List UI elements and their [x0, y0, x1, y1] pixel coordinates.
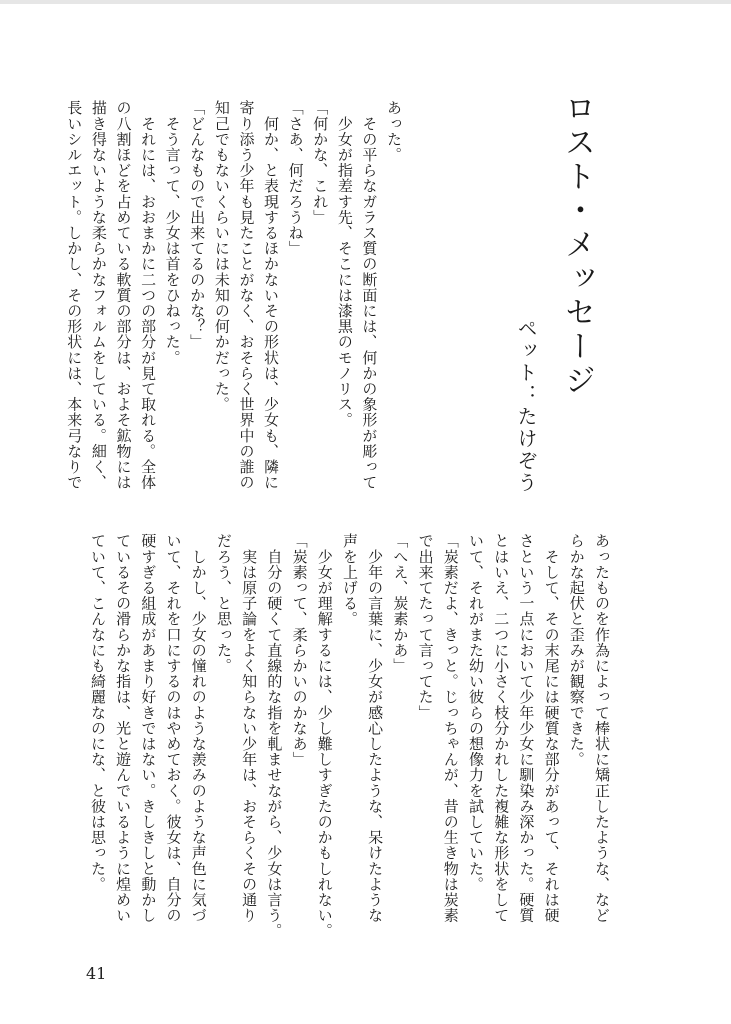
text-line: ているその滑らかな指は、光と遊んでいるように煌めい — [114, 533, 133, 923]
text-line: 少年の言葉に、少女が感心したような、呆けたような — [366, 533, 385, 923]
text-line: それには、おおまかに二つの部分が見て取れる。全体 — [139, 100, 158, 490]
text-line: いて、それを口にするのはやめておく。彼女は、自分の — [164, 533, 183, 923]
page-number: 41 — [86, 964, 107, 983]
text-line: とはいえ、二つに小さく枝分かれした複雑な形状をして — [492, 533, 511, 923]
text-line: 長いシルエット。しかし、その形状には、本来弓なりで — [65, 100, 84, 490]
text-line: その平らなガラス質の断面には、何かの象形が彫って — [360, 100, 379, 490]
text-line: 「何かな、これ」 — [311, 100, 330, 225]
text-line: 「炭素って、柔らかいのかなあ」 — [290, 533, 309, 767]
text-line: しかし、少女の憧れのような羨みのような声色に気づ — [189, 533, 208, 923]
page-title: ロスト・メッセージ — [559, 92, 595, 398]
text-line: 何か、と表現するほかないその形状は、少女も、隣に — [262, 100, 281, 490]
text-line: の八割ほどを占めている軟質の部分は、およそ鉱物には — [114, 100, 133, 490]
lower-body-text — [84, 533, 614, 939]
text-line: 寄り添う少年も見たことがなく、おそらく世界中の誰の — [237, 100, 256, 490]
text-line: 自分の硬くて直線的な指を軋ませながら、少女は言う。 — [265, 533, 284, 939]
text-line: 知己でもないくらいには未知の何かだった。 — [212, 100, 231, 412]
text-line: そして、その末尾には硬質な部分があって、それは硬 — [542, 533, 561, 923]
text-line: 実は原子論をよく知らない少年は、おそらくその通り — [240, 533, 259, 923]
text-line: 少女が指差す先、そこには漆黒のモノリス。 — [335, 100, 354, 428]
upper-body-text — [65, 100, 406, 500]
text-line: ていて、こんなにも綺麗なのにな、と彼は思った。 — [88, 533, 107, 892]
text-line: そう言って、少女は首をひねった。 — [163, 100, 182, 366]
author-credit: ペット：たけぞう — [514, 318, 538, 494]
text-line: だろう、と思った。 — [214, 533, 233, 674]
text-line: 「炭素だよ、きっと。じっちゃんが、昔の生き物は炭素 — [441, 533, 460, 923]
text-line: らかな起伏と歪みが観察できた。 — [567, 533, 586, 767]
text-line: さという一点において少年少女に馴染み深かった。硬質 — [517, 533, 536, 923]
text-line: あったものを作為によって棒状に矯正したような、など — [593, 533, 611, 923]
text-line: 少女が理解するには、少し難しすぎたのかもしれない。 — [315, 533, 334, 939]
text-line: 描き得ないような柔らかなフォルムをしている。細く、 — [89, 100, 108, 490]
text-line: 「どんなもので出来てるのかな？」 — [188, 100, 207, 350]
text-line: で出来てたって言ってた」 — [416, 533, 435, 721]
text-line: あった。 — [385, 100, 403, 163]
text-line: 声を上げる。 — [340, 533, 359, 627]
text-line: いて、それがまた幼い彼らの想像力を試していた。 — [466, 533, 485, 892]
text-line: 硬すぎる組成があまり好きではない。きしきしと動かし — [139, 533, 158, 923]
text-line: 「さあ、何だろうね」 — [286, 100, 305, 256]
text-line: 「へえ、炭素かあ」 — [391, 533, 410, 674]
top-rule — [0, 0, 731, 4]
